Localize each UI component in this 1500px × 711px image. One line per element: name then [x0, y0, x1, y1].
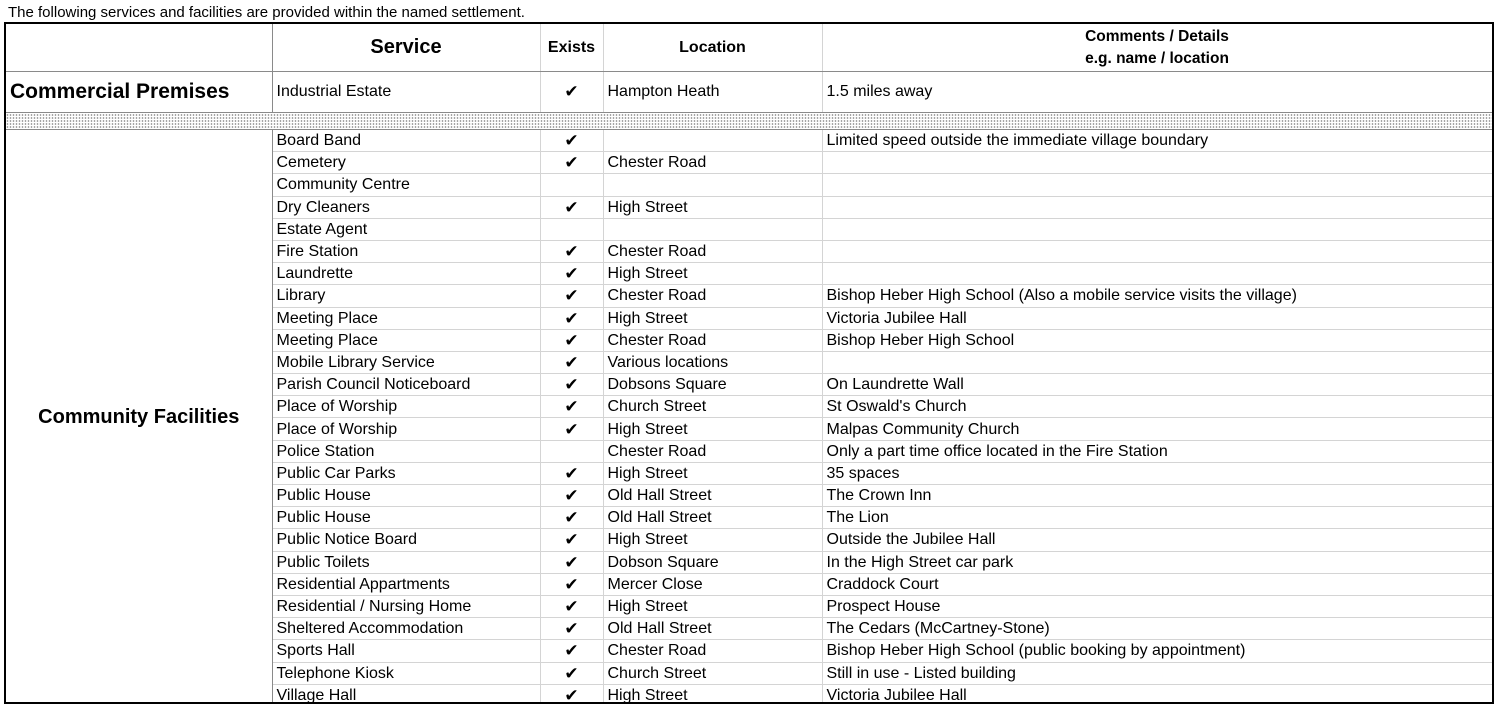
- comment-cell: Malpas Community Church: [822, 418, 1492, 440]
- location-cell: High Street: [603, 529, 822, 551]
- exists-check: ✔: [540, 240, 603, 262]
- exists-check: [540, 440, 603, 462]
- header-comments-line1: Comments / Details: [1085, 27, 1229, 45]
- exists-check: ✔: [540, 618, 603, 640]
- comment-cell: Limited speed outside the immediate village boundary: [822, 130, 1492, 152]
- location-cell: [603, 130, 822, 152]
- comment-cell: [822, 152, 1492, 174]
- exists-check: ✔: [540, 329, 603, 351]
- exists-check: ✔: [540, 640, 603, 662]
- comment-cell: [822, 196, 1492, 218]
- exists-check: ✔: [540, 396, 603, 418]
- location-cell: High Street: [603, 196, 822, 218]
- service-cell: Meeting Place: [272, 307, 540, 329]
- comment-cell: The Cedars (McCartney-Stone): [822, 618, 1492, 640]
- exists-check: ✔: [540, 507, 603, 529]
- services-table: [6, 24, 1493, 704]
- exists-check: ✔: [540, 485, 603, 507]
- exists-check: ✔: [540, 529, 603, 551]
- category-community-facilities: Community Facilities: [6, 130, 272, 705]
- location-cell: High Street: [603, 595, 822, 617]
- service-cell: Cemetery: [272, 152, 540, 174]
- comment-cell: Only a part time office located in the Fire Station: [822, 440, 1492, 462]
- service-cell: Library: [272, 285, 540, 307]
- comment-cell: The Lion: [822, 507, 1492, 529]
- exists-check: ✔: [540, 551, 603, 573]
- service-cell: Sheltered Accommodation: [272, 618, 540, 640]
- comment-cell: Bishop Heber High School (public booking by appointment): [822, 640, 1492, 662]
- header-location: Location: [603, 24, 822, 72]
- service-cell: Parish Council Noticeboard: [272, 374, 540, 396]
- location-cell: Old Hall Street: [603, 618, 822, 640]
- exists-check: ✔: [540, 307, 603, 329]
- location-cell: Chester Road: [603, 285, 822, 307]
- comment-cell: Outside the Jubilee Hall: [822, 529, 1492, 551]
- service-cell: Meeting Place: [272, 329, 540, 351]
- location-cell: High Street: [603, 263, 822, 285]
- comment-cell: 35 spaces: [822, 462, 1492, 484]
- header-service: Service: [272, 24, 540, 72]
- exists-check: ✔: [540, 130, 603, 152]
- service-cell: Sports Hall: [272, 640, 540, 662]
- service-cell: Estate Agent: [272, 218, 540, 240]
- location-cell: Chester Road: [603, 640, 822, 662]
- location-cell: High Street: [603, 462, 822, 484]
- service-cell: Place of Worship: [272, 418, 540, 440]
- header-row: [6, 24, 1492, 72]
- exists-check: ✔: [540, 662, 603, 684]
- service-cell: Industrial Estate: [272, 72, 540, 113]
- service-cell: Board Band: [272, 130, 540, 152]
- exists-check: ✔: [540, 462, 603, 484]
- comment-cell: [822, 218, 1492, 240]
- comment-cell: [822, 174, 1492, 196]
- exists-check: [540, 218, 603, 240]
- exists-check: ✔: [540, 374, 603, 396]
- exists-check: ✔: [540, 285, 603, 307]
- service-cell: Public Toilets: [272, 551, 540, 573]
- location-cell: High Street: [603, 684, 822, 704]
- intro-text: The following services and facilities are provided within the named settlement.: [8, 4, 525, 21]
- header-comments: [822, 24, 1492, 72]
- comment-cell: Bishop Heber High School: [822, 329, 1492, 351]
- location-cell: Chester Road: [603, 240, 822, 262]
- exists-check: ✔: [540, 684, 603, 704]
- exists-check: ✔: [540, 152, 603, 174]
- service-cell: Residential Appartments: [272, 573, 540, 595]
- header-exists: Exists: [540, 24, 603, 72]
- location-cell: Church Street: [603, 662, 822, 684]
- service-cell: Police Station: [272, 440, 540, 462]
- comment-cell: Still in use - Listed building: [822, 662, 1492, 684]
- location-cell: Chester Road: [603, 440, 822, 462]
- comment-cell: [822, 240, 1492, 262]
- comment-cell: Bishop Heber High School (Also a mobile service visits the village): [822, 285, 1492, 307]
- location-cell: Various locations: [603, 351, 822, 373]
- comment-cell: Prospect House: [822, 595, 1492, 617]
- location-cell: Old Hall Street: [603, 485, 822, 507]
- exists-check: ✔: [540, 418, 603, 440]
- table-row: [6, 130, 1492, 152]
- location-cell: High Street: [603, 307, 822, 329]
- comment-cell: Victoria Jubilee Hall: [822, 307, 1492, 329]
- location-cell: Hampton Heath: [603, 72, 822, 113]
- location-cell: Dobsons Square: [603, 374, 822, 396]
- exists-check: ✔: [540, 72, 603, 113]
- exists-check: ✔: [540, 595, 603, 617]
- exists-check: ✔: [540, 573, 603, 595]
- separator-pattern: [6, 113, 1492, 130]
- comment-cell: The Crown Inn: [822, 485, 1492, 507]
- location-cell: Chester Road: [603, 329, 822, 351]
- separator-row: [6, 113, 1492, 130]
- comment-cell: [822, 351, 1492, 373]
- exists-check: ✔: [540, 351, 603, 373]
- exists-check: ✔: [540, 196, 603, 218]
- services-sheet: [4, 22, 1494, 704]
- comment-cell: [822, 263, 1492, 285]
- location-cell: Old Hall Street: [603, 507, 822, 529]
- comment-cell: 1.5 miles away: [822, 72, 1492, 113]
- service-cell: Fire Station: [272, 240, 540, 262]
- commercial-row: [6, 72, 1492, 113]
- location-cell: [603, 218, 822, 240]
- service-cell: Community Centre: [272, 174, 540, 196]
- exists-check: [540, 174, 603, 196]
- service-cell: Public House: [272, 485, 540, 507]
- service-cell: Residential / Nursing Home: [272, 595, 540, 617]
- comment-cell: St Oswald's Church: [822, 396, 1492, 418]
- service-cell: Place of Worship: [272, 396, 540, 418]
- comment-cell: On Laundrette Wall: [822, 374, 1492, 396]
- service-cell: Public Notice Board: [272, 529, 540, 551]
- exists-check: ✔: [540, 263, 603, 285]
- header-category: [6, 24, 272, 72]
- location-cell: Dobson Square: [603, 551, 822, 573]
- service-cell: Public Car Parks: [272, 462, 540, 484]
- location-cell: Church Street: [603, 396, 822, 418]
- comment-cell: In the High Street car park: [822, 551, 1492, 573]
- category-commercial: Commercial Premises: [6, 72, 272, 113]
- service-cell: Laundrette: [272, 263, 540, 285]
- location-cell: High Street: [603, 418, 822, 440]
- service-cell: Telephone Kiosk: [272, 662, 540, 684]
- service-cell: Public House: [272, 507, 540, 529]
- location-cell: [603, 174, 822, 196]
- location-cell: Mercer Close: [603, 573, 822, 595]
- location-cell: Chester Road: [603, 152, 822, 174]
- service-cell: Mobile Library Service: [272, 351, 540, 373]
- service-cell: Village Hall: [272, 684, 540, 704]
- header-comments-line2: e.g. name / location: [1085, 49, 1229, 67]
- comment-cell: Victoria Jubilee Hall: [822, 684, 1492, 704]
- comment-cell: Craddock Court: [822, 573, 1492, 595]
- service-cell: Dry Cleaners: [272, 196, 540, 218]
